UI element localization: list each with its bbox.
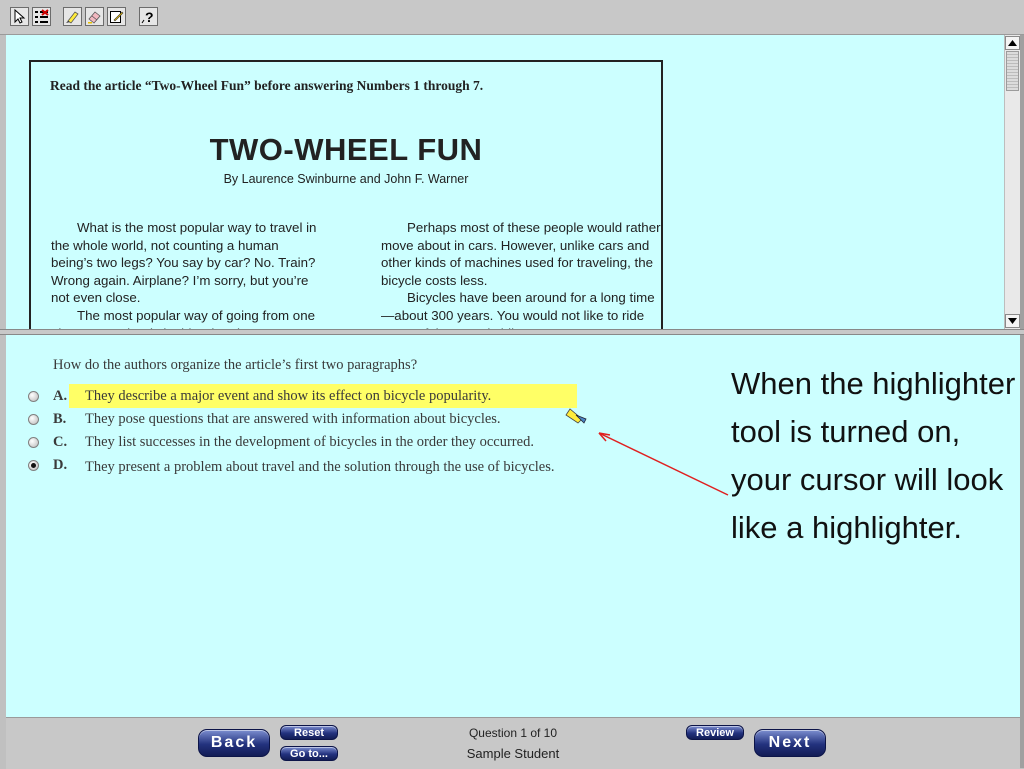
choice-text: They pose questions that are answered with information about bicycles.: [85, 411, 501, 427]
article-box: [29, 60, 663, 360]
choice-letter: D.: [53, 457, 68, 473]
question-counter: Question 1 of 10: [468, 726, 558, 740]
next-button[interactable]: Next: [754, 729, 826, 757]
toolbar: [0, 0, 1024, 35]
paragraph: The most popular way of going from one: [77, 307, 315, 323]
callout-text: When the highlighter tool is turned on, your cursor will look like a highlighter.: [731, 366, 1016, 545]
eraser-icon[interactable]: [85, 7, 104, 26]
choice-text: They describe a major event and show its effect on bicycle popularity.: [85, 388, 492, 404]
paragraph: What is the most popular way to travel in the whole world, not counting a human being’s two legs? You say by car? No. Train? Wrong again. Airplane? I’m sorry, but you’re not even close.: [51, 220, 317, 306]
window-edge: [1020, 35, 1024, 768]
radio-button[interactable]: [28, 437, 39, 448]
review-button[interactable]: Review: [686, 725, 744, 740]
highlighter-cursor-icon: [566, 409, 586, 423]
article-left-column: [51, 219, 321, 342]
radio-button-selected[interactable]: [28, 460, 39, 471]
help-icon[interactable]: [139, 7, 158, 26]
article-intro: Read the article “Two-Wheel Fun” before answering Numbers 1 through 7.: [50, 78, 484, 93]
highlighter-icon[interactable]: [63, 7, 82, 26]
question-stem: How do the authors organize the article’s first two paragraphs?: [53, 357, 418, 373]
passage-scrollbar[interactable]: [1004, 35, 1020, 329]
choice-text: They list successes in the development of bicycles in the order they occurred.: [85, 434, 534, 450]
radio-button[interactable]: [28, 414, 39, 425]
passage-pane: [6, 35, 1020, 329]
student-name: Sample Student: [466, 746, 560, 761]
choice-text: They present a problem about travel and the solution through the use of bicycles.: [85, 459, 555, 475]
navigation-bar: [6, 717, 1020, 769]
svg-text:?: ?: [145, 9, 154, 25]
scroll-up-button[interactable]: [1005, 36, 1020, 50]
paragraph: Perhaps most of these people would rather move about in cars. However, unlike cars and other kinds of machines used for traveling, the bicycle costs less.: [381, 220, 661, 288]
choice-letter: B.: [53, 411, 67, 427]
question-pane: [6, 335, 1020, 717]
choice-letter: C.: [53, 434, 68, 450]
goto-button[interactable]: Go to...: [280, 746, 338, 761]
scroll-thumb[interactable]: [1006, 51, 1019, 91]
article-title: TWO-WHEEL FUN: [209, 132, 483, 167]
paragraph: Bicycles have been around for a long time—about 300 years. You would not like to ride: [381, 290, 655, 323]
article-right-column: [381, 219, 661, 342]
note-pad-icon[interactable]: [107, 7, 126, 26]
callout-arrow: [566, 395, 746, 505]
article-byline: By Laurence Swinburne and John F. Warner: [223, 172, 469, 186]
scroll-down-button[interactable]: [1005, 314, 1020, 328]
radio-button[interactable]: [28, 391, 39, 402]
pointer-arrow-icon[interactable]: [10, 7, 29, 26]
choice-letter: A.: [53, 388, 68, 404]
answer-eliminator-icon[interactable]: [32, 7, 51, 26]
reset-button[interactable]: Reset: [280, 725, 338, 740]
back-button[interactable]: Back: [198, 729, 270, 757]
